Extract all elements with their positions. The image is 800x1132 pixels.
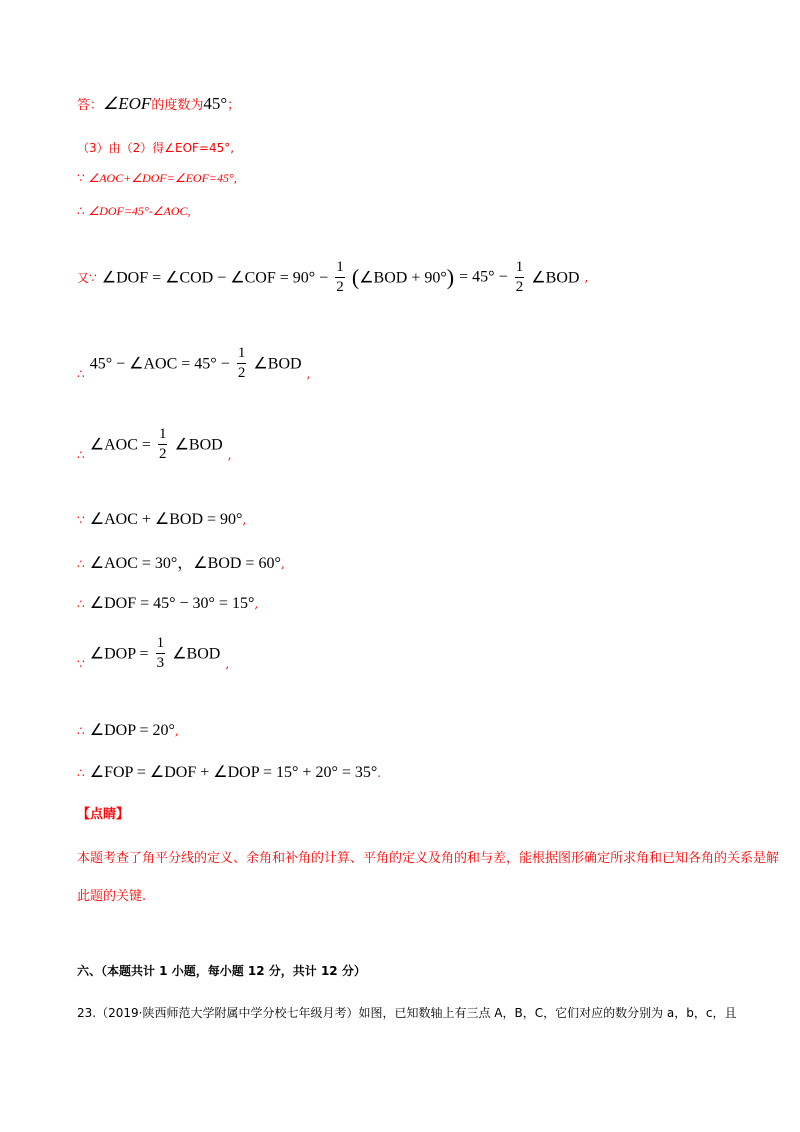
comment-text-1: 本题考查了角平分线的定义、余角和补角的计算、平角的定义及角的和与差，能根据图形确定所求角和已知各角的关系是解 [77, 851, 780, 866]
fraction-one-third [156, 636, 166, 671]
comment-heading-text: 【点睛】 [77, 807, 130, 822]
answer-line [77, 94, 240, 114]
therefore-line-7 [77, 762, 381, 782]
therefore1-text: ∠DOF=45°-∠AOC, [88, 204, 191, 218]
also-rhs: = 45° − [459, 268, 508, 286]
therefore-symbol: ∴ [77, 766, 85, 780]
also-lhs: ∠DOF = ∠COD − ∠COF = 90° − [101, 269, 329, 287]
comment-line-1 [77, 847, 779, 866]
fraction-one-half [158, 427, 168, 462]
therefore2-tail: ∠BOD [253, 355, 302, 373]
answer-middle: 的度数为 [151, 98, 204, 113]
therefore-line-5 [77, 593, 258, 613]
therefore6-end: , [174, 724, 179, 738]
section-title-text: 六、（本题共计 1 小题，每小题 12 分，共计 12 分） [77, 964, 366, 978]
therefore-symbol: ∴ [77, 448, 85, 462]
therefore7-expr: ∠FOP = ∠DOF + ∠DOP = 15° + 20° = 35° [89, 764, 378, 781]
therefore-line-6 [77, 720, 179, 740]
fraction-numerator: 1 [237, 346, 247, 364]
therefore5-end: , [254, 597, 259, 611]
because1-text: ∠AOC+∠DOF=∠EOF=45°, [88, 171, 237, 185]
because-line-3 [77, 636, 229, 671]
therefore6-expr: ∠DOP = 20° [89, 722, 175, 739]
because2-end: , [242, 513, 247, 527]
because3-lhs: ∠DOP = [89, 645, 149, 663]
therefore2-lhs: 45° − ∠AOC = 45° − [89, 355, 230, 373]
because-symbol: ∵ [77, 657, 85, 671]
step3-line [77, 139, 234, 156]
also-end: , [584, 270, 589, 285]
answer-value: 45° [203, 94, 228, 113]
question-source: （2019·陕西师范大学附属中学分校七年级月考） [96, 1006, 359, 1020]
fraction-denominator: 2 [336, 279, 344, 295]
therefore-line-4 [77, 550, 285, 573]
section-title [77, 962, 366, 979]
therefore3-end: , [227, 448, 232, 462]
therefore3-lhs: ∠AOC = [89, 436, 151, 454]
comment-line-2 [77, 885, 146, 904]
therefore4-sep: ， [177, 555, 194, 572]
therefore4-expr2: ∠BOD = 60° [193, 555, 281, 572]
fraction-one-half [237, 346, 247, 381]
question-line [77, 1004, 736, 1021]
fraction-numerator: 1 [156, 636, 166, 654]
step3-text: （3）由（2）得∠EOF=45°, [77, 141, 235, 155]
fraction-one-half-2 [515, 260, 525, 295]
fraction-denominator: 2 [158, 446, 167, 462]
comment-text-2: 此题的关键. [77, 889, 147, 904]
also-prefix: 又∵ [77, 271, 97, 285]
question-number: 23. [77, 1006, 97, 1020]
because-symbol: ∵ [77, 171, 85, 185]
therefore-symbol: ∴ [77, 204, 85, 218]
therefore5-expr: ∠DOF = 45° − 30° = 15° [89, 595, 255, 612]
fraction-denominator: 2 [515, 279, 524, 295]
fraction-numerator: 1 [158, 427, 168, 445]
therefore4-end: , [280, 557, 285, 571]
therefore2-end: , [306, 367, 311, 381]
therefore-line-1 [77, 204, 191, 219]
left-paren: ( [351, 264, 360, 290]
also-tail: ∠BOD [531, 269, 580, 287]
therefore4-expr1: ∠AOC = 30° [89, 555, 178, 572]
fraction-numerator: 1 [515, 260, 525, 278]
therefore-symbol: ∴ [77, 367, 85, 381]
comment-heading [77, 803, 129, 822]
therefore-symbol: ∴ [77, 597, 85, 611]
fraction-denominator: 3 [156, 655, 165, 671]
because-line-2 [77, 509, 246, 529]
therefore-line-3 [77, 427, 232, 462]
therefore-line-2 [77, 346, 310, 381]
fraction-one-half [335, 260, 345, 295]
question-text: 如图，已知数轴上有三点 A，B，C，它们对应的数分别为 a，b，c，且 [358, 1006, 737, 1020]
because3-tail: ∠BOD [172, 645, 221, 663]
paren-content: ∠BOD + 90° [359, 269, 447, 287]
therefore-symbol: ∴ [77, 724, 85, 738]
because-line-1 [77, 171, 237, 186]
answer-angle: ∠EOF [103, 94, 152, 113]
because2-expr: ∠AOC + ∠BOD = 90° [89, 511, 243, 528]
therefore-symbol: ∴ [77, 557, 85, 571]
answer-prefix: 答： [77, 98, 104, 113]
fraction-numerator: 1 [335, 260, 345, 278]
also-line [77, 260, 588, 295]
right-paren: ) [446, 264, 455, 290]
therefore7-end: . [377, 766, 382, 780]
because-symbol: ∵ [77, 513, 85, 527]
answer-end: ； [227, 98, 241, 113]
therefore3-tail: ∠BOD [174, 436, 223, 454]
because3-end: , [225, 657, 230, 671]
fraction-denominator: 2 [237, 365, 246, 381]
